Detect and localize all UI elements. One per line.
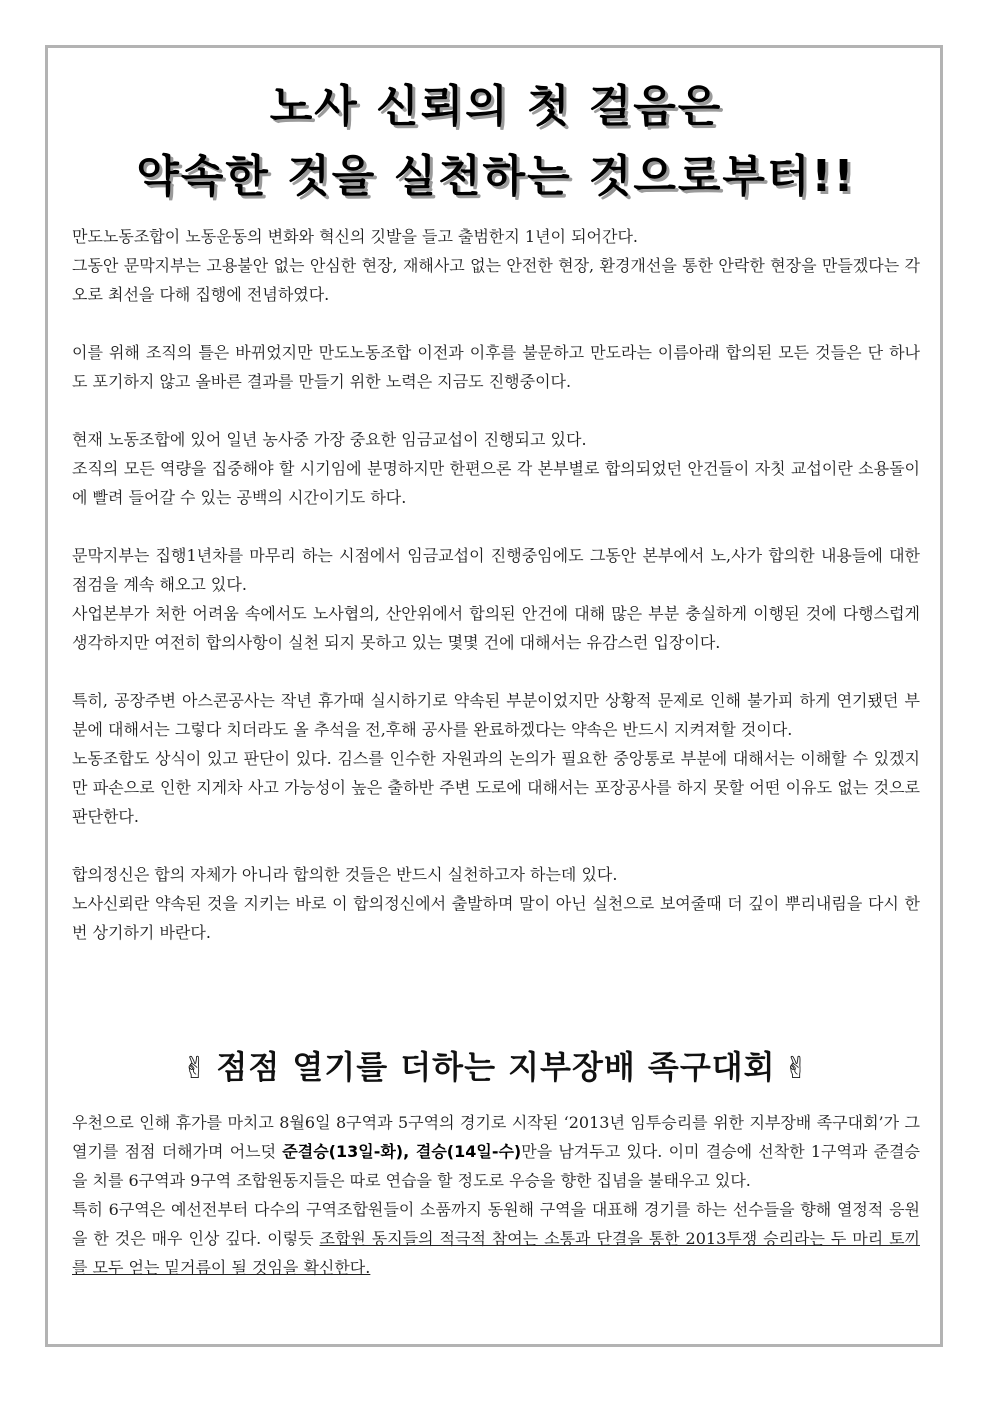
paragraph-1-line-2: 그동안 문막지부는 고용불안 없는 안심한 현장, 재해사고 없는 안전한 현장, 환경개선을 통한 안락한 현장을 만들겠다는 각오로 최선을 다해 집행에 전념하였다. [72,256,920,304]
paragraph-3-line-1: 현재 노동조합에 있어 일년 농사중 가장 중요한 임금교섭이 진행되고 있다. [72,430,587,449]
paragraph-4-line-1: 문막지부는 집행1년차를 마무리 하는 시점에서 임금교섭이 진행중임에도 그동안 본부에서 노,사가 합의한 내용들에 대한 점검을 계속 해오고 있다. [72,546,920,594]
paragraph-6-line-1: 합의정신은 합의 자체가 아니라 합의한 것들은 반드시 실천하고자 하는데 있다. [72,865,618,884]
event-text: 우천으로 인해 휴가를 마치고 8월6일 8구역과 5구역의 경기로 시작된 ‘2013년 임투승리를 위한 지부장배 족구대회’가 그 열기를 점점 더해가며 어느덧 [72,1113,920,1161]
paragraph-4-line-2: 사업본부가 처한 어려움 속에서도 노사협의, 산안위에서 합의된 안건에 대해 많은 부분 충실하게 이행된 것에 다행스럽게 생각하지만 여전히 합의사항이 실천 되지 못하고 있는 몇몇 건에 대해서는 유감스런 입장이다. [72,604,920,652]
event-text: 만을 남겨두고 있다. 이미 결승에 선착한 1구역과 준결승을 치를 6구역과 9구역 조합원동지들은 따로 연습을 할 정도로 우승을 향한 집념을 불태우고 있다. [72,1142,920,1190]
section-heading-text: 점점 열기를 더하는 지부장배 족구대회 [216,1048,776,1086]
event-text: 특히 6구역은 예선전부터 다수의 구역조합원들이 소품까지 동원해 구역을 대표해 경기를 하는 선수들을 향해 열정적 응원을 한 것은 매우 인상 깊다. 이렇듯 [72,1200,920,1248]
event-body [72,1108,920,1282]
headline-line-2: 약속한 것을 실천하는 것으로부터!! [136,151,856,202]
paragraph-5-line-2: 노동조합도 상식이 있고 판단이 있다. 김스를 인수한 자원과의 논의가 필요한 중앙통로 부분에 대해서는 이해할 수 있겠지만 파손으로 인한 지게차 사고 가능성이 높은 출하반 주변 도로에 대해서는 포장공사를 하지 못할 어떤 이유도 없는 것으로 판단한다. [72,749,920,826]
article-body [72,222,920,947]
event-dates-bold: 준결승(13일-화), 결승(14일-수) [282,1142,522,1161]
victory-hand-icon: ✌ [182,1051,209,1086]
event-underlined-text: 조합원 동지들의 적극적 참여는 소통과 단결을 통한 2013투쟁 승리라는 두 마리 토끼를 모두 얻는 밑거름이 될 것임을 확신한다. [72,1229,920,1277]
paragraph-5-line-1: 특히, 공장주변 아스콘공사는 작년 휴가때 실시하기로 약속된 부분이었지만 상황적 문제로 인해 불가피 하게 연기됐던 부분에 대해서는 그렇다 치더라도 올 추석을 전,후해 공사를 완료하겠다는 약속은 반드시 지켜져할 것이다. [72,691,920,739]
event-paragraph-2 [72,1195,920,1282]
event-paragraph-1 [72,1108,920,1195]
headline-line-1: 노사 신뢰의 첫 걸음은 [269,81,723,132]
paragraph-2: 이를 위해 조직의 틀은 바뀌었지만 만도노동조합 이전과 이후를 불문하고 만도라는 이름아래 합의된 모든 것들은 단 하나도 포기하지 않고 올바른 결과를 만들기 위한 노력은 지금도 진행중이다. [72,343,920,391]
victory-hand-icon: ✌ [783,1051,810,1086]
paragraph-3-line-2: 조직의 모든 역량을 집중해야 할 시기임에 분명하지만 한편으론 각 본부별로 합의되었던 안건들이 자칫 교섭이란 소용돌이에 빨려 들어갈 수 있는 공백의 시간이기도 하다. [72,459,920,507]
paragraph-6-line-2: 노사신뢰란 약속된 것을 지키는 바로 이 합의정신에서 출발하며 말이 아닌 실천으로 보여줄때 더 깊이 뿌리내림을 다시 한번 상기하기 바란다. [72,894,920,942]
paragraph-1-line-1: 만도노동조합이 노동운동의 변화와 혁신의 깃발을 들고 출범한지 1년이 되어간다. [72,227,639,246]
section-heading [0,1042,992,1088]
